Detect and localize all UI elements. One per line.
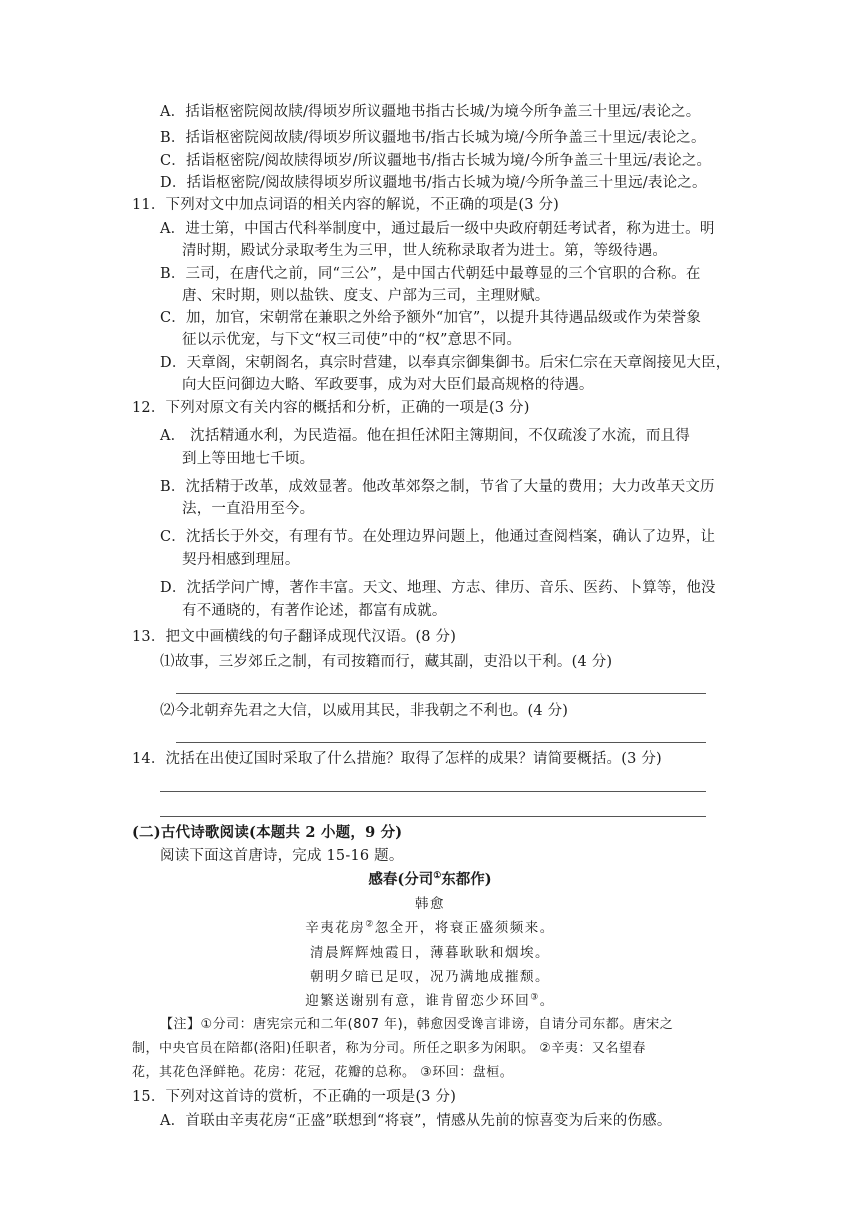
q11-option-b-cont: 唐、宋时期，则以盐铁、度支、户部为三司，主理财赋。 <box>182 288 550 304</box>
q13-sentence-1: ⑴故事，三岁郊丘之制，有司按籍而行，藏其副，吏沿以干利。(4 分) <box>160 654 613 670</box>
q12-option-d: D．沈括学问广博，著作丰富。天文、地理、方志、律历、音乐、医药、卜算等，他没 <box>160 580 716 596</box>
poem-notes-line-1: 【注】①分司：唐宪宗元和二年(807 年)，韩愈因受谗言诽谤，自请分司东都。唐宋之 <box>160 1017 674 1032</box>
poem-title-text-b: 东都作) <box>441 871 492 888</box>
q14-stem: 14．沈括在出使辽国时采取了什么措施？取得了怎样的成果？请简要概括。(3 分) <box>132 751 662 767</box>
q12-option-b-cont: 法，一直沿用至今。 <box>182 501 315 517</box>
q13-answer-line-2[interactable] <box>176 742 706 743</box>
q10-option-b: B．括诣枢密院阅故牍/得顷岁所议疆地书/指古长城为境/今所争盖三十里远/表论之。 <box>160 130 706 146</box>
poem-author: 韩愈 <box>415 896 445 912</box>
section-intro: 阅读下面这首唐诗，完成 15-16 题。 <box>160 848 404 864</box>
poem-line-4-b: 。 <box>539 993 555 1009</box>
q11-option-c: C．加，加官，宋朝常在兼职之外给予额外“加官”，以提升其待遇品级或作为荣誉象 <box>160 310 702 326</box>
q12-option-c: C．沈括长于外交，有理有节。在处理边界问题上，他通过查阅档案，确认了边界，让 <box>160 529 716 545</box>
q12-option-a: A． 沈括精通水利，为民造福。他在担任沭阳主簿期间，不仅疏浚了水流，而且得 <box>160 428 690 444</box>
q11-stem: 11．下列对文中加点词语的相关内容的解说，不正确的项是(3 分) <box>132 197 559 213</box>
poem-line-2: 清晨辉辉烛霞日，薄暮耿耿和烟埃。 <box>310 945 550 961</box>
q10-option-d: D．括诣枢密院/阅故牍得顷岁所议疆地书/指古长城为境/今所争盖三十里远/表论之。 <box>160 175 707 191</box>
q12-option-a-cont: 到上等田地七千顷。 <box>182 451 315 467</box>
poem-title-text-a: 感春(分司 <box>368 871 434 888</box>
poem-line-1-a: 辛夷花房 <box>305 920 366 936</box>
q14-answer-line-1[interactable] <box>160 791 706 792</box>
q15-stem: 15．下列对这首诗的赏析，不正确的一项是(3 分) <box>132 1089 457 1105</box>
q14-answer-line-2[interactable] <box>160 816 706 817</box>
poem-line-1-b: 忽全开，将衰正盛须频来。 <box>374 920 555 936</box>
q15-option-a: A．首联由辛夷花房“正盛”联想到“将衰”，情感从先前的惊喜变为后来的伤感。 <box>160 1113 672 1129</box>
q12-option-d-cont: 有不通晓的，有著作论述，都富有成就。 <box>182 603 447 619</box>
q11-option-a: A．进士第，中国古代科举制度中，通过最后一级中央政府朝廷考试者，称为进士。明 <box>160 221 715 237</box>
poem-title <box>0 869 860 891</box>
poem-notes-line-3: 花，其花色泽鲜艳。花房：花冠，花瓣的总称。 ③环回：盘桓。 <box>132 1065 514 1080</box>
q12-option-b: B．沈括精于改革，成效显著。他改革郊祭之制，节省了大量的费用；大力改革天文历 <box>160 479 715 495</box>
q13-sentence-2: ⑵今北朝弃先君之大信，以威用其民，非我朝之不利也。(4 分) <box>160 703 569 719</box>
poem-title-note-marker: ① <box>433 871 442 882</box>
q11-option-a-cont: 清时期，殿试分录取考生为三甲，世人统称录取者为进士。第，等级待遇。 <box>182 243 668 259</box>
q11-option-d: D．天章阁，宋朝阁名，真宗时营建，以奉真宗御集御书。后宋仁宗在天章阁接见大臣， <box>160 355 731 371</box>
poem-line-1 <box>0 917 860 939</box>
section-heading: (二)古代诗歌阅读(本题共 2 小题，9 分) <box>132 824 403 841</box>
q11-option-c-cont: 征以示优宠，与下文“权三司使”中的“权”意思不同。 <box>182 332 522 348</box>
q10-option-a: A．括诣枢密院阅故牍/得顷岁所议疆地书指古长城/为境今所争盖三十里远/表论之。 <box>160 104 701 120</box>
q11-option-d-cont: 向大臣问御边大略、军政要事，成为对大臣们最高规格的待遇。 <box>182 377 594 393</box>
q12-stem: 12．下列对原文有关内容的概括和分析，正确的一项是(3 分) <box>132 400 530 416</box>
poem-line-4 <box>0 990 860 1012</box>
poem-notes-line-2: 制，中央官员在陪都(洛阳)任职者，称为分司。所任之职多为闲职。 ②辛夷：又名望春 <box>132 1041 646 1056</box>
q13-answer-line-1[interactable] <box>176 693 706 694</box>
q11-option-b: B．三司，在唐代之前，同“三公”，是中国古代朝廷中最尊显的三个官职的合称。在 <box>160 266 701 282</box>
poem-line-1-note-marker: ② <box>365 919 375 930</box>
q13-stem: 13．把文中画横线的句子翻译成现代汉语。(8 分) <box>132 629 457 645</box>
q12-option-c-cont: 契丹相感到理屈。 <box>182 552 300 568</box>
poem-line-4-note-marker: ③ <box>530 992 540 1003</box>
q10-option-c: C．括诣枢密院/阅故牍得顷岁/所议疆地书/指古长城为境/今所争盖三十里远/表论之。 <box>160 153 712 169</box>
poem-line-3: 朝明夕暗已足叹，况乃满地成摧颓。 <box>310 969 550 985</box>
poem-line-4-a: 迎繁送谢别有意，谁肯留恋少环回 <box>305 993 531 1009</box>
